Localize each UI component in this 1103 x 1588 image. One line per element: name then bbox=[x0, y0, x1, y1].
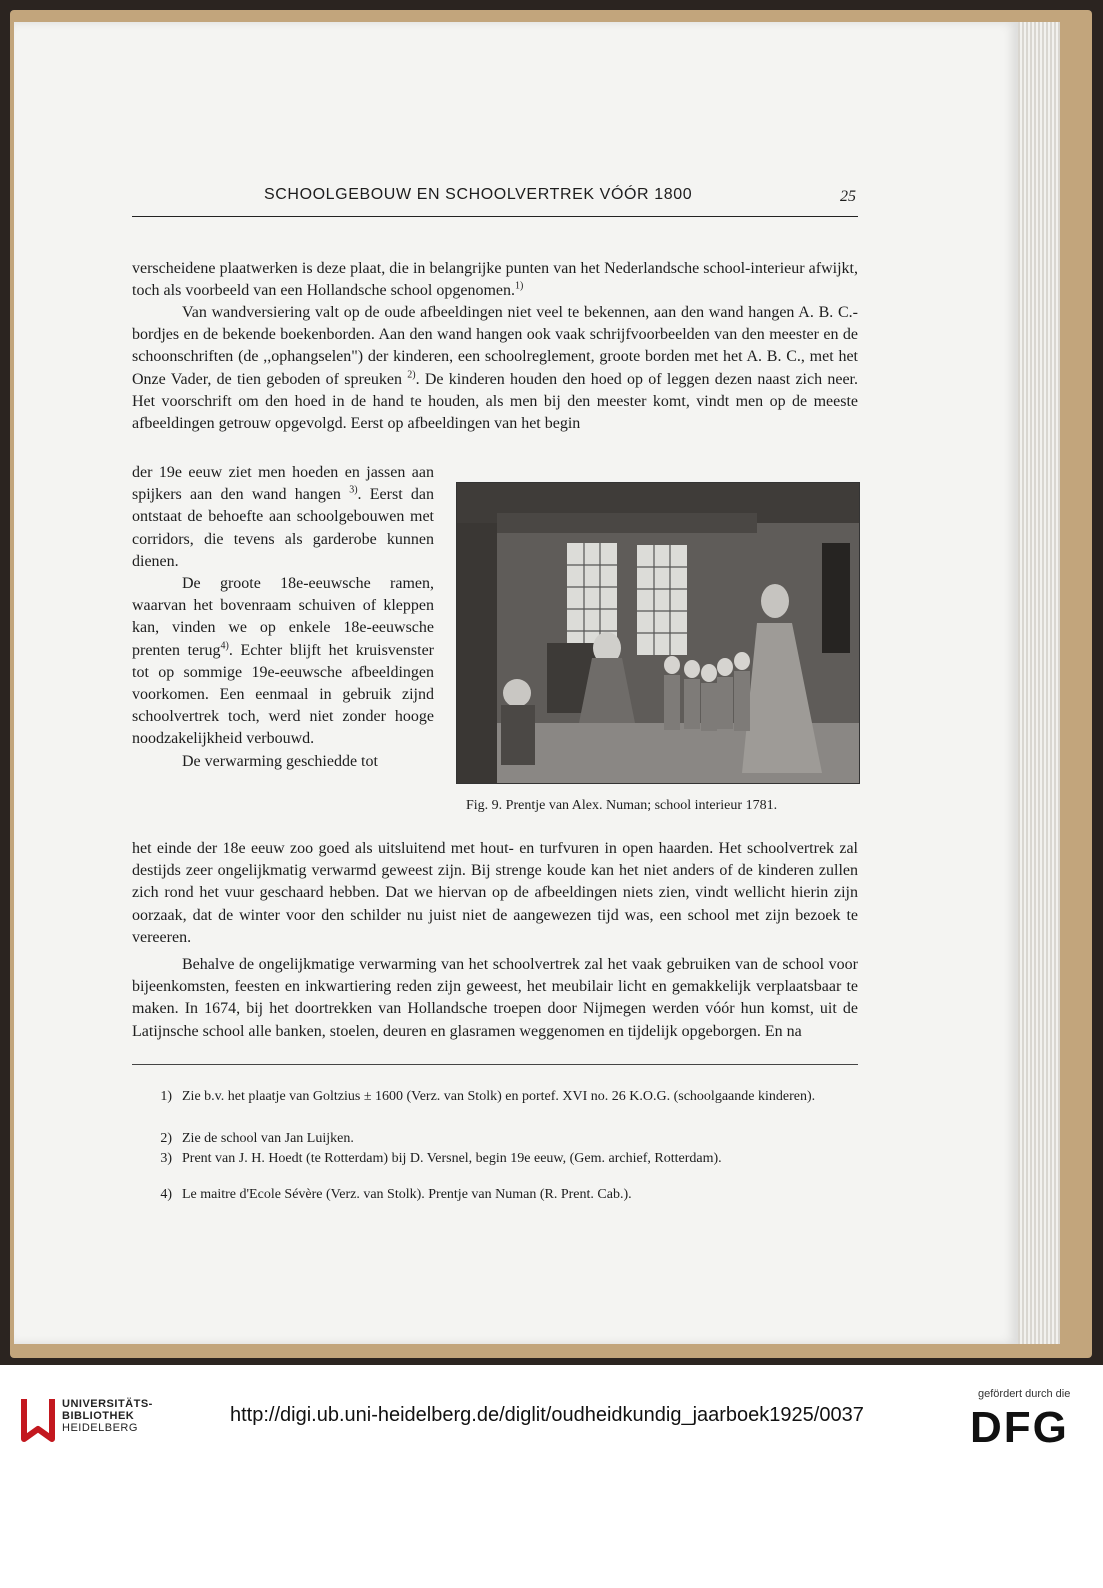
footer-bar bbox=[0, 1365, 1103, 1588]
running-header bbox=[132, 186, 858, 217]
page-number: 25 bbox=[840, 188, 856, 205]
footnote-4: 4) Le maitre d'Ecole Sévère (Verz. van Stolk). Prentje van Numan (R. Prent. Cab.). bbox=[160, 1187, 632, 1202]
footnote-ref-2[interactable]: 2) bbox=[407, 369, 416, 381]
figure-school-interior bbox=[456, 482, 860, 784]
paragraph-column: der 19e eeuw ziet men hoeden en jassen aan spijkers aan den wand hangen $^{3)}$. Eerst dan ontstaat de behoefte aan schoolgebouwen met corridors, die tevens als garderobe kunnen dienen. De groote 18e-eeuwsche ramen, waarvan het bovenraam schuiven of kleppen kan, vinden we op enkele 18e-eeuwsche prenten terug$^{4)}$. Echter blijft het kruisvenster tot op sommige 19e-eeuwsche afbeeldingen voorkomen. Een eenmaal in gebruik zijnd schoolvertrek toch, werd niet zonder hooge noodzakelijkheid verbouwd. De verwarming geschiedde tot bbox=[132, 464, 435, 770]
university-library-logo-icon bbox=[20, 1395, 56, 1443]
footnote-ref-4[interactable]: 4) bbox=[220, 640, 229, 652]
paragraph-4: het einde der 18e eeuw zoo goed als uitsluitend met hout- en turfvuren in open haarden. Het schoolvertrek zal destijds zeer ongelijkmatig verwarmd geweest zijn. Bij strenge koude kan het niet anders of de kinderen zullen zich rond het vuur geschaard hebben. Dat we hiervan op de afbeeldingen niets zien, vindt wellicht hierin zijn oorzaak, dat de winter voor den schilder nu juist niet de aangewezen tijd was, een school met zijn bezoek te vereeren. bbox=[132, 840, 858, 946]
footnote-ref-1[interactable]: 1) bbox=[515, 280, 524, 292]
dfg-logo: DFG bbox=[970, 1403, 1069, 1452]
paragraph-2: Van wandversiering valt op de oude afbeeldingen niet veel te bekennen, aan den wand hangen A. B. C.-bordjes en de bekende boekenborden. Aan den wand hangen ook vaak schrijfvoorbeelden van den meester en de schoonschriften (de ,,ophangselen") der kinderen, een schoolreglement, groote borden met het A. B. C., met het Onze Vader, de tien geboden of spreuken $^{2)}$. De kinderen houden den hoed op of leggen dezen naast zich neer. Het voorschrift om den hoed in de hand te houden, als men bij den meester komt, vindt men op de meeste afbeeldingen getrouw opgevolgd. Eerst op afbeeldingen van het begin bbox=[132, 304, 859, 433]
funded-by-label: gefördert durch die bbox=[978, 1388, 1071, 1400]
footnote-divider bbox=[132, 1064, 858, 1065]
footnote-ref-3[interactable]: 3) bbox=[349, 484, 358, 496]
running-title: SCHOOLGEBOUW EN SCHOOLVERTREK VÓÓR 1800 bbox=[264, 186, 693, 203]
paragraph-1: verscheidene plaatwerken is deze plaat, die in belangrijke punten van het Nederlandsche school-interieur afwijkt, toch als voorbeeld van een Hollandsche school opgenomen.$^{1)}$ bbox=[132, 260, 858, 300]
engraving-illustration bbox=[457, 483, 859, 783]
paragraph-5: Behalve de ongelijkmatige verwarming van het schoolvertrek zal het vaak gebruiken van de school voor bijeenkomsten, feesten en inkwartiering reden zijn geweest, het meubilair licht en gemakkelijk verplaatsbaar te maken. In 1674, bij het doortrekken van Hollandsche troepen door Nijmegen werden vóór hun komst, uit de Latijnsche school alle banken, stoelen, deuren en glasramen weggenomen en tijdelijk opgeborgen. En na bbox=[132, 956, 858, 1040]
book-page bbox=[14, 22, 1018, 1344]
footnote-2: 2) Zie de school van Jan Luijken. bbox=[160, 1131, 354, 1146]
figure-caption: Fig. 9. Prentje van Alex. Numan; school interieur 1781. bbox=[466, 798, 778, 813]
footnote-3: 3) Prent van J. H. Hoedt (te Rotterdam) bij D. Versnel, begin 19e eeuw, (Gem. archief, Rotterdam). bbox=[160, 1151, 722, 1166]
library-name: UNIVERSITÄTS- BIBLIOTHEK HEIDELBERG bbox=[62, 1398, 153, 1434]
footnote-1: 1) Zie b.v. het plaatje van Goltzius ± 1600 (Verz. van Stolk) en portef. XVI no. 26 K.O.G. (schoolgaande kinderen). bbox=[160, 1089, 816, 1104]
permalink-url[interactable]: http://digi.ub.uni-heidelberg.de/diglit/oudheidkundig_jaarboek1925/0037 bbox=[230, 1404, 864, 1426]
